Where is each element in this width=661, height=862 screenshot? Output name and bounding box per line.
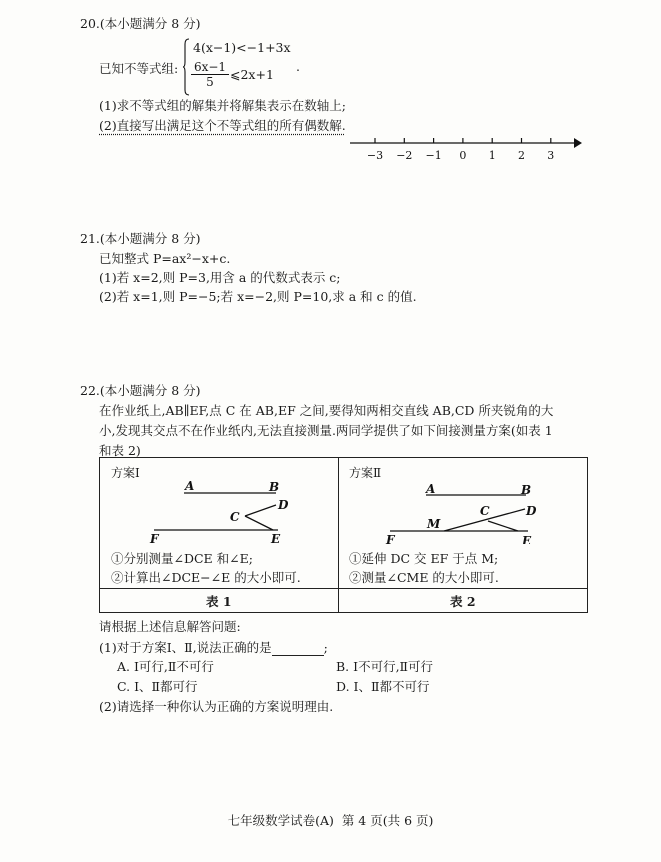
axis-tick-label: 1 (488, 149, 496, 162)
q22-sub2: (2)请选择一种你认为正确的方案说明理由. (99, 699, 334, 714)
fraction-denominator: 5 (206, 75, 214, 89)
label-e: E (271, 532, 281, 544)
axis-tick-label: 0 (459, 149, 467, 162)
axis-tick-label: 3 (547, 149, 555, 162)
axis-tick-label: −1 (425, 149, 442, 162)
q22-heading (80, 381, 201, 399)
label-f: F (386, 533, 395, 544)
label-a: A (185, 479, 195, 493)
q20-number: 20. (80, 16, 100, 31)
inequality-2-fraction (191, 60, 229, 89)
scheme2-caption: 表 2 (450, 594, 476, 609)
q22-sub1 (99, 638, 328, 656)
q21-part1: (1)若 x=2,则 P=3,用含 a 的代数式表示 c; (99, 270, 341, 285)
q20-part2 (99, 116, 346, 134)
label-d: D (526, 504, 537, 518)
fraction-numerator: 6x−1 (191, 60, 229, 75)
scheme1-caption: 表 1 (206, 594, 232, 609)
q20-heading (80, 14, 201, 32)
q21-intro: 已知整式 P=ax²−x+c. (99, 251, 231, 266)
segment-ce (245, 516, 273, 530)
option-c: C. Ⅰ、Ⅱ都可行 (117, 679, 198, 694)
q22-number: 22. (80, 383, 100, 398)
schemes-caption-rule (99, 588, 587, 589)
q21-part2: (2)若 x=1,则 P=−5;若 x=−2,则 P=10,求 a 和 c 的值. (99, 289, 417, 304)
scheme1-step2: ②计算出∠DCE−∠E 的大小即可. (111, 570, 301, 585)
q20-intro: 已知不等式组: (99, 61, 179, 76)
q22-sub1-end: ; (323, 640, 328, 655)
number-line-arrow (574, 138, 582, 148)
q22-line3: 和表 2) (99, 443, 141, 458)
option-b: B. Ⅰ不可行,Ⅱ可行 (336, 659, 434, 674)
q21-heading (80, 229, 201, 247)
segment-cd (245, 505, 276, 516)
scheme2-diagram (378, 478, 558, 544)
label-a: A (426, 482, 436, 496)
axis-tick-label: −2 (396, 149, 413, 162)
q20-score: (本小题满分 8 分) (99, 16, 201, 31)
system-brace (183, 38, 191, 96)
option-d: D. Ⅰ、Ⅱ都不可行 (336, 679, 430, 694)
q20-part1: (1)求不等式组的解集并将解集表示在数轴上; (99, 98, 346, 113)
label-c: C (480, 504, 490, 518)
label-m: M (427, 517, 441, 531)
label-c: C (230, 510, 240, 524)
label-b: B (521, 483, 532, 497)
q22-prompt: 请根据上述信息解答问题: (99, 619, 241, 634)
inequality-2-rest: ⩽2x+1 (230, 67, 274, 82)
scheme1-step1: ①分别测量∠DCE 和∠E; (111, 551, 253, 566)
number-line (348, 132, 584, 168)
q20-part2-text: (2)直接写出满足这个不等式组的所有偶数解. (99, 118, 346, 133)
q20-period: . (296, 59, 300, 74)
answer-blank[interactable] (272, 643, 324, 656)
label-e: E (522, 534, 532, 544)
inequality-1: 4(x−1)<−1+3x (193, 40, 291, 55)
q22-sub1-text: (1)对于方案Ⅰ、Ⅱ,说法正确的是 (99, 640, 272, 655)
axis-tick-label: −3 (366, 149, 384, 162)
scheme2-step2: ②测量∠CME 的大小即可. (349, 570, 499, 585)
q22-line1: 在作业纸上,AB∥EF,点 C 在 AB,EF 之间,要得知两相交直线 AB,CD 所夹锐角的大 (99, 403, 554, 418)
q21-number: 21. (80, 231, 100, 246)
page-footer: 七年级数学试卷(A) 第 4 页(共 6 页) (227, 813, 434, 828)
label-b: B (269, 480, 280, 494)
scheme1-diagram (140, 478, 300, 544)
scheme2-title: 方案Ⅱ (349, 466, 382, 480)
q21-score: (本小题满分 8 分) (99, 231, 201, 246)
label-d: D (278, 498, 289, 512)
q22-score: (本小题满分 8 分) (99, 383, 201, 398)
option-a: A. Ⅰ可行,Ⅱ不可行 (117, 659, 214, 674)
q22-line2: 小,发现其交点不在作业纸内,无法直接测量.两同学提供了如下间接测量方案(如表 1 (99, 423, 553, 438)
scheme1-title: 方案Ⅰ (111, 466, 140, 480)
axis-tick-label: 2 (518, 149, 525, 162)
label-f: F (150, 532, 159, 544)
scheme2-step1: ①延伸 DC 交 EF 于点 M; (349, 551, 499, 566)
segment-ce (488, 521, 518, 531)
